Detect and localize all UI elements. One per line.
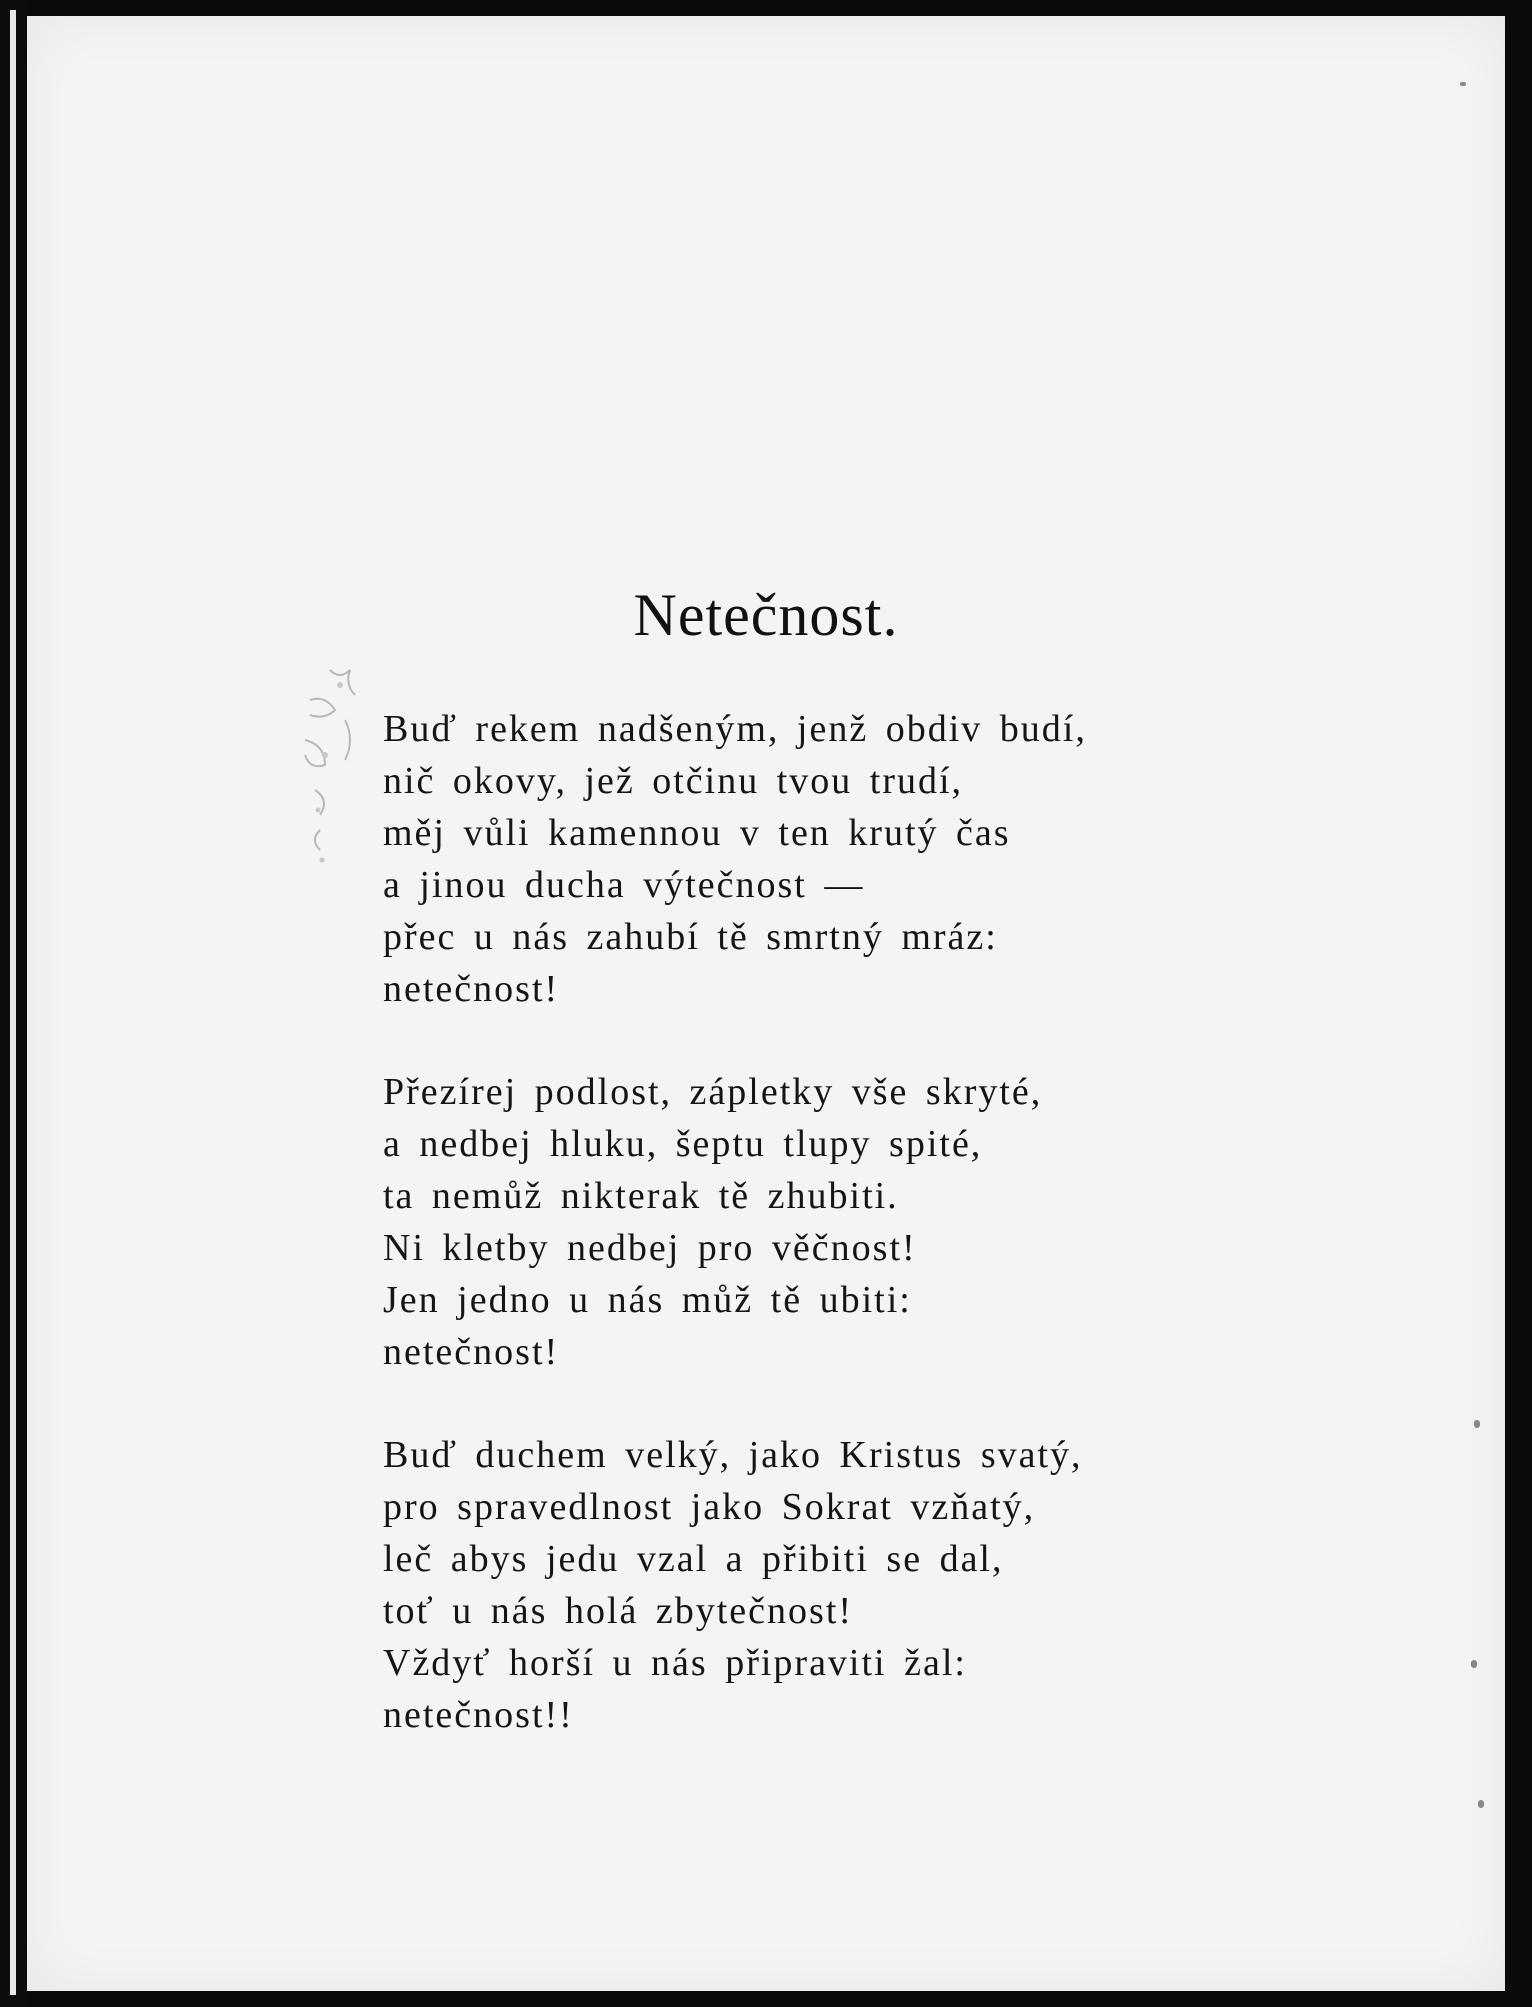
poem-line: Vždyť horší u nás připraviti žal: xyxy=(383,1642,967,1684)
poem-line: Jen jedno u nás můž tě ubiti: xyxy=(383,1279,912,1321)
poem-line: měj vůli kamennou v ten krutý čas xyxy=(383,812,1011,854)
scan-speck xyxy=(1471,1660,1477,1668)
poem-line: Buď duchem velký, jako Kristus svatý, xyxy=(383,1434,1083,1476)
facing-page-edge xyxy=(10,10,16,1995)
poem-line: nič okovy, jež otčinu tvou trudí, xyxy=(383,760,964,802)
stanza-1 xyxy=(383,703,1283,1015)
poem-line: a jinou ducha výtečnost — xyxy=(383,864,865,906)
stanza-3 xyxy=(383,1429,1283,1741)
scan-speck xyxy=(1460,82,1466,86)
poem-line: toť u nás holá zbytečnost! xyxy=(383,1590,854,1632)
poem-line: ta nemůž nikterak tě zhubiti. xyxy=(383,1175,899,1217)
poem-line: a nedbej hluku, šeptu tlupy spité, xyxy=(383,1123,983,1165)
poem-line: pro spravedlnost jako Sokrat vzňatý, xyxy=(383,1486,1036,1528)
stanza-2 xyxy=(383,1066,1283,1378)
poem-line: Ni kletby nedbej pro věčnost! xyxy=(383,1227,917,1269)
poem-line: přec u nás zahubí tě smrtný mráz: xyxy=(383,916,998,958)
scan-speck xyxy=(1474,1420,1480,1428)
poem-line: netečnost!! xyxy=(383,1694,574,1736)
scan-left-border xyxy=(0,0,27,2007)
poem-line: leč abys jedu vzal a přibiti se dal, xyxy=(383,1538,1004,1580)
poem-line: netečnost! xyxy=(383,968,560,1010)
poem-title: Netečnost. xyxy=(633,582,899,648)
poem-body xyxy=(383,703,1283,1741)
scan-speck xyxy=(1478,1800,1484,1808)
poem-line: netečnost! xyxy=(383,1331,560,1373)
poem-line: Buď rekem nadšeným, jenž obdiv budí, xyxy=(383,708,1087,750)
initial-ornament-icon xyxy=(290,660,380,910)
poem-line: Přezírej podlost, zápletky vše skryté, xyxy=(383,1071,1043,1113)
